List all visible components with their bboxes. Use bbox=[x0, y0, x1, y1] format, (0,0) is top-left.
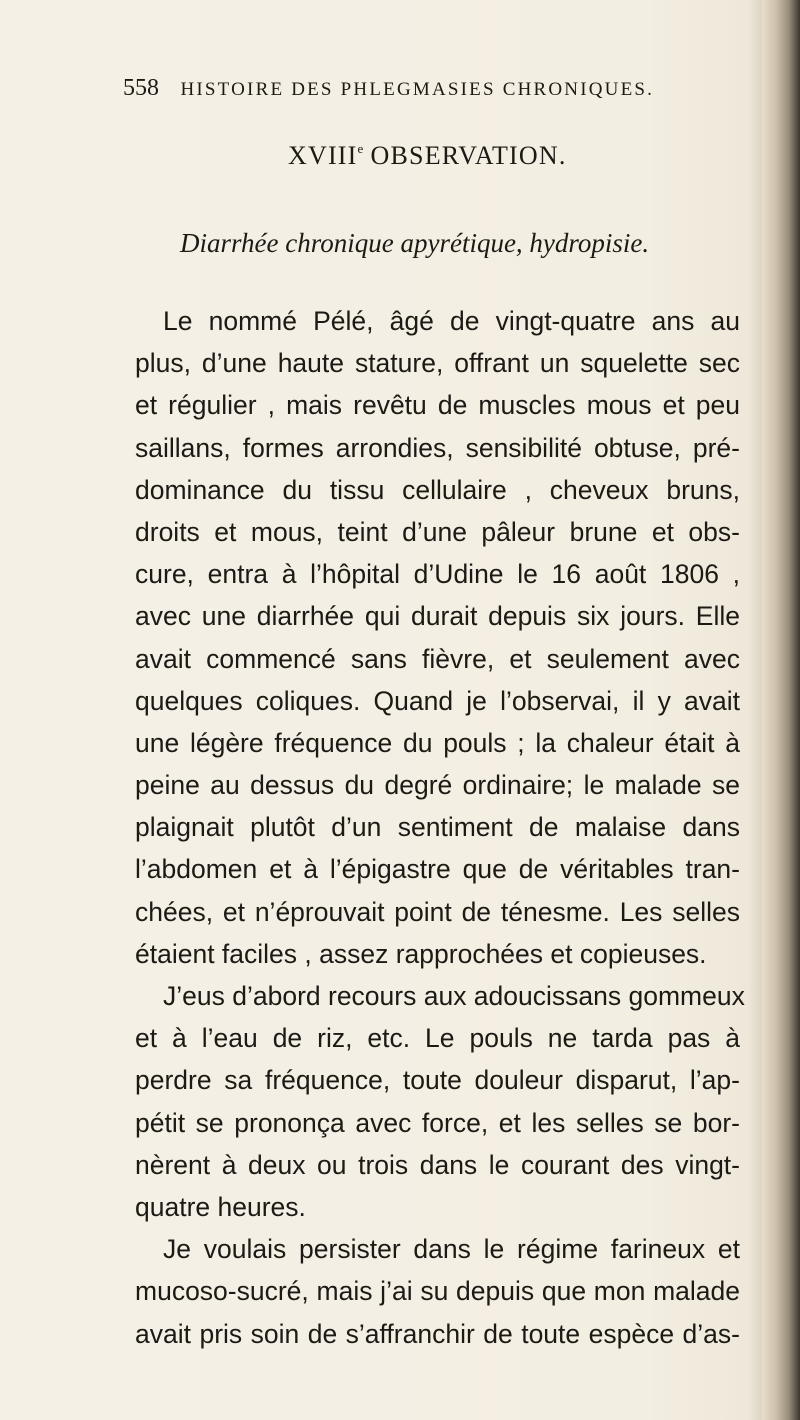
text-line: l’abdomen et à l’épigastre que de véritables tran- bbox=[135, 854, 740, 885]
text-line: Je voulais persister dans le régime farineux et bbox=[163, 1234, 740, 1265]
text-line: saillans, formes arrondies, sensibilité obtuse, pré- bbox=[135, 432, 740, 463]
text-line: nèrent à deux ou trois dans le courant des vingt- bbox=[135, 1149, 740, 1180]
text-line: cure, entra à l’hôpital d’Udine le 16 août 1806 , bbox=[135, 559, 740, 590]
text-line: étaient faciles , assez rapprochées et copieuses. bbox=[135, 938, 707, 969]
text-line: pétit se prononça avec force, et les selles se bor- bbox=[135, 1107, 740, 1138]
text-line: droits et mous, teint d’une pâleur brune et obs- bbox=[135, 516, 740, 547]
running-head-title: HISTOIRE DES PHLEGMASIES CHRONIQUES. bbox=[180, 79, 655, 100]
book-binding-edge bbox=[762, 0, 800, 1420]
observation-number-suffix: e bbox=[357, 141, 365, 156]
observation-label: OBSERVATION. bbox=[370, 141, 567, 170]
text-line: quelques coliques. Quand je l’observai, il y avait bbox=[135, 685, 740, 716]
text-line: et régulier , mais revêtu de muscles mous et peu bbox=[135, 390, 740, 421]
observation-subtitle: Diarrhée chronique apyrétique, hydropisie. bbox=[180, 228, 650, 258]
text-line: mucoso-sucré, mais j’ai su depuis que mon malade bbox=[135, 1276, 740, 1307]
text-line: quatre heures. bbox=[135, 1191, 306, 1222]
text-line: Le nommé Pélé, âgé de vingt-quatre ans au bbox=[163, 306, 740, 336]
body-text bbox=[135, 300, 745, 1355]
text-line: plaignait plutôt d’un sentiment de malaise dans bbox=[135, 812, 740, 843]
text-line: avait commencé sans fièvre, et seulement avec bbox=[135, 643, 740, 674]
binding-shadow bbox=[748, 0, 762, 1420]
text-line: chées, et n’éprouvait point de ténesme. Les selles bbox=[135, 896, 740, 927]
text-line: avec une diarrhée qui durait depuis six jours. Elle bbox=[135, 601, 740, 632]
text-line: avait pris soin de s’affranchir de toute espèce d’as- bbox=[135, 1318, 740, 1349]
text-line: perdre sa fréquence, toute douleur disparut, l’ap- bbox=[135, 1065, 740, 1096]
text-line: et à l’eau de riz, etc. Le pouls ne tarda pas à bbox=[135, 1023, 740, 1054]
text-line: peine au dessus du degré ordinaire; le malade se bbox=[135, 770, 740, 801]
observation-heading bbox=[288, 141, 567, 171]
text-line: J’eus d’abord recours aux adoucissans gommeux bbox=[163, 981, 745, 1011]
running-head bbox=[123, 75, 683, 102]
text-line: plus, d’une haute stature, offrant un squelette sec bbox=[135, 348, 740, 379]
page-number: 558 bbox=[123, 75, 159, 101]
text-line: dominance du tissu cellulaire , cheveux bruns, bbox=[135, 474, 740, 505]
observation-number: XVIII bbox=[288, 141, 358, 170]
text-line: une légère fréquence du pouls ; la chaleur était à bbox=[135, 727, 740, 758]
